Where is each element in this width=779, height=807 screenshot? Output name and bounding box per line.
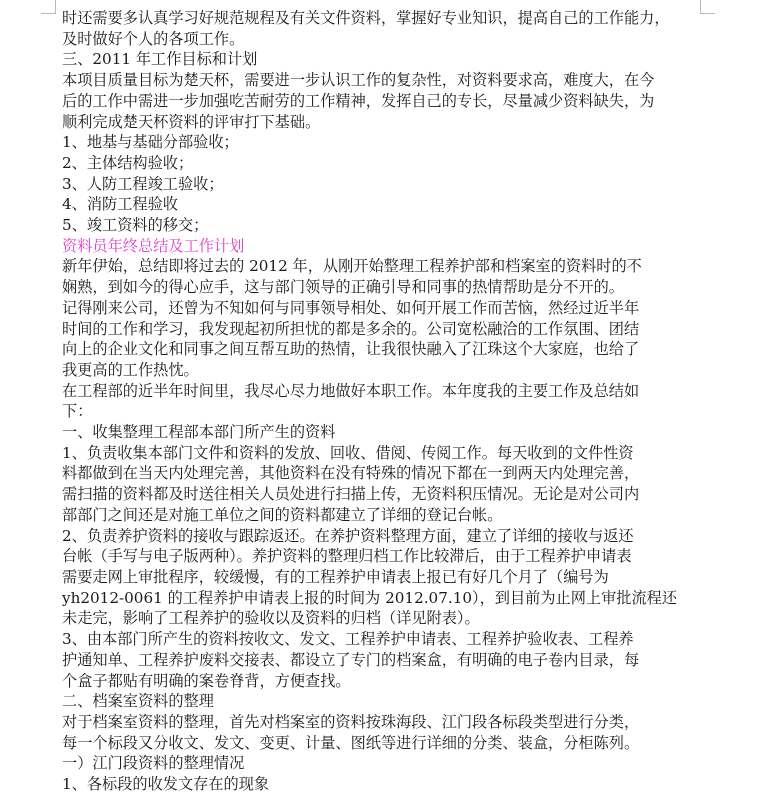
paragraph-line: 需要走网上审批程序，较缓慢，有的工程养护申请表上报已有好几个月了（编号为 xyxy=(62,567,609,586)
list-item: 2、主体结构验收； xyxy=(62,153,194,172)
list-item: 4、消防工程验收 xyxy=(62,195,178,214)
paragraph-line: 未走完，影响了工程养护的验收以及资料的归档（详见附表）。 xyxy=(62,609,480,628)
section-heading: 三、2011 年工作目标和计划 xyxy=(62,50,258,69)
section-heading: 一、收集整理工程部本部门所产生的资料 xyxy=(62,423,336,442)
paragraph-line: 每一个标段又分收文、发文、变更、计量、图纸等进行详细的分类、装盒，分柜陈列。 xyxy=(62,733,640,752)
paragraph-line: yh2012-0061 的工程养护申请表上报的时间为 2012.07.10），到目前为止网上审批流程还 xyxy=(62,588,678,607)
paragraph-line: 后的工作中需进一步加强吃苦耐劳的工作精神，发挥自己的专长，尽量减少资料缺失，为 xyxy=(62,91,655,110)
paragraph-line: 娴熟，到如今的得心应手，这与部门领导的正确引导和同事的热情帮助是分不开的。 xyxy=(62,278,624,297)
paragraph-line: 1、负责收集本部门文件和资料的发放、回收、借阅、传阅工作。每天收到的文件性资 xyxy=(62,443,634,462)
paragraph-line: 时间的工作和学习，我发现起初所担忧的都是多余的。公司宽松融洽的工作氛围、团结 xyxy=(62,319,640,338)
document-body xyxy=(62,8,702,795)
paragraph-line: 下： xyxy=(62,402,93,421)
paragraph-line: 部部门之间还是对施工单位之间的资料都建立了详细的登记台帐。 xyxy=(62,505,503,524)
paragraph-line: 需扫描的资料都及时送往相关人员处进行扫描上传，无资料积压情况。无论是对公司内 xyxy=(62,485,640,504)
paragraph-line: 在工程部的近半年时间里，我尽心尽力地做好本职工作。本年度我的主要工作及总结如 xyxy=(62,381,640,400)
paragraph-line: 3、由本部门所产生的资料按收文、发文、工程养护申请表、工程养护验收表、工程养 xyxy=(62,630,634,649)
list-item: 1、各标段的收发文存在的现象 xyxy=(62,775,270,794)
section-heading: 二、档案室资料的整理 xyxy=(62,692,214,711)
paragraph-line: 向上的企业文化和同事之间互帮互助的热情，让我很快融入了江珠这个大家庭，也给了 xyxy=(62,340,640,359)
margin-corner-mark xyxy=(41,0,56,14)
paragraph-line: 时还需要多认真学习好规范规程及有关文件资料，掌握好专业知识，提高自己的工作能力， xyxy=(62,9,670,27)
paragraph-line: 及时做好个人的各项工作。 xyxy=(62,29,245,48)
paragraph-line: 记得刚来公司，还曾为不知如何与同事领导相处、如何开展工作而苦恼，然经过近半年 xyxy=(62,298,640,317)
paragraph-line: 个盒子都贴有明确的案卷脊背，方便查找。 xyxy=(62,671,351,690)
document-title: 资料员年终总结及工作计划 xyxy=(62,236,245,255)
paragraph-line: 对于档案室资料的整理，首先对档案室的资料按珠海段、江门段各标段类型进行分类， xyxy=(62,712,640,731)
paragraph-line: 我更高的工作热忱。 xyxy=(62,360,199,379)
paragraph-line: 新年伊始，总结即将过去的 2012 年，从刚开始整理工程养护部和档案室的资料时的不 xyxy=(62,257,642,276)
paragraph-line: 料都做到在当天内处理完善，其他资料在没有特殊的情况下都在一到两天内处理完善， xyxy=(62,464,640,483)
list-item: 1、地基与基础分部验收； xyxy=(62,133,239,152)
list-item: 3、人防工程竣工验收； xyxy=(62,174,224,193)
paragraph-line: 顺利完成楚天杯资料的评审打下基础。 xyxy=(62,112,321,131)
list-item: 5、竣工资料的移交； xyxy=(62,216,209,235)
paragraph-line: 本项目质量目标为楚天杯，需要进一步认识工作的复杂性，对资料要求高，难度大，在今 xyxy=(62,71,655,90)
subsection-heading: 一）江门段资料的整理情况 xyxy=(62,754,245,773)
paragraph-line: 台帐（手写与电子版两种）。养护资料的整理归档工作比较滞后，由于工程养护申请表 xyxy=(62,547,632,566)
paragraph-line: 护通知单、工程养护废料交接表、都设立了专门的档案盒，有明确的电子卷内目录，每 xyxy=(62,650,640,669)
margin-corner-mark xyxy=(700,0,715,14)
paragraph-line: 2、负责养护资料的接收与跟踪返还。在养护资料整理方面，建立了详细的接收与返还 xyxy=(62,526,634,545)
